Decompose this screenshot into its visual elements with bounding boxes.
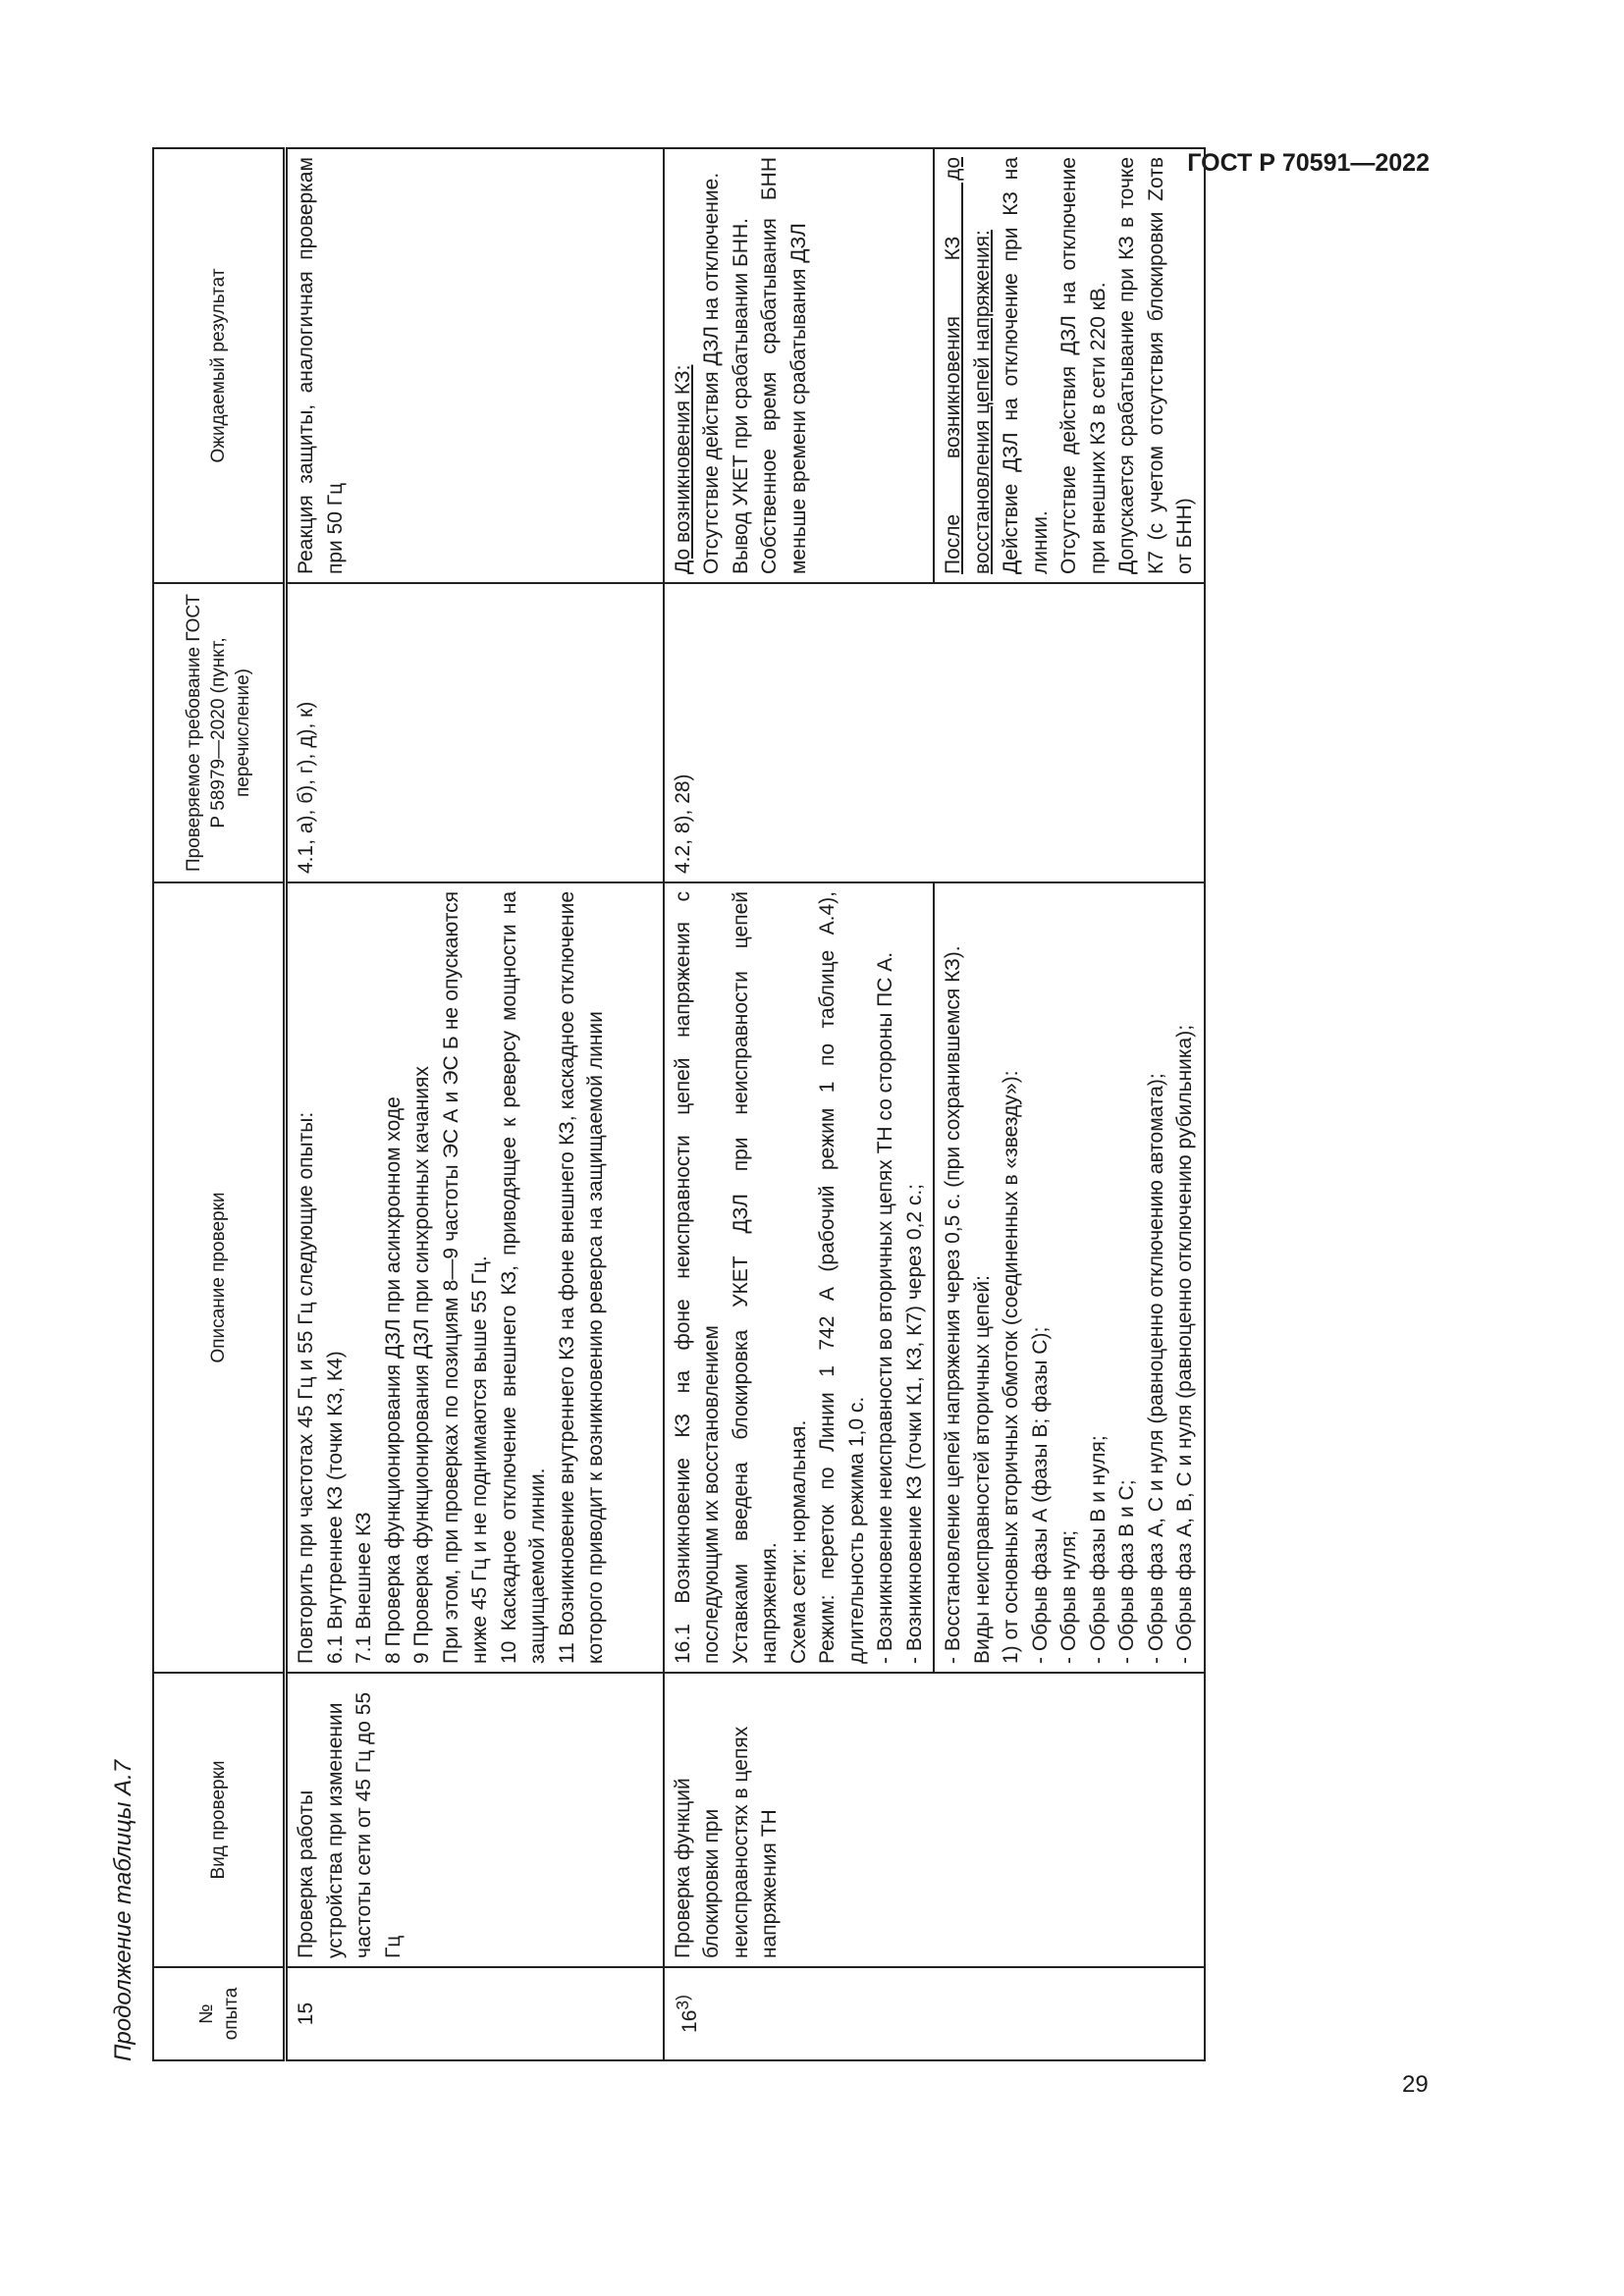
check-description <box>934 882 1205 1673</box>
desc-line: 11 Возникновение внутреннего КЗ на фоне внешнего КЗ, каскадное отключение которого приводит к возникновению реверса на защищаемой линии <box>555 891 607 1664</box>
result-line: Отсутствие действия ДЗЛ на отключение при внешних КЗ в сети 220 кВ. <box>1057 157 1110 574</box>
desc-line: 9 Проверка функционирования ДЗЛ при синхронных качаниях <box>410 1066 433 1664</box>
row-number: 15 <box>286 1967 664 2060</box>
desc-line: - Обрыв фаз А, В, С и нуля (равноценно отключению рубильника); <box>1173 1024 1196 1664</box>
desc-line: При этом, при проверках по позициям 8—9 частоты ЭС А и ЭС Б не опускаются ниже 45 Гц и не поднимаются выше 55 Гц. <box>439 891 491 1664</box>
col-header-req: Проверяемое требование ГОСТ Р 58979—2020 (пункт, перечисление) <box>153 583 286 882</box>
desc-line: Виды неисправностей вторичных цепей: <box>970 1275 994 1664</box>
result-line: Реакция защиты, аналогичная проверкам при 50 Гц <box>295 157 347 574</box>
result-line: Допускается срабатывание при КЗ в точке К7 (с учетом отсутствия блокировки Zотв от БНН) <box>1115 157 1196 574</box>
desc-line: 8 Проверка функционирования ДЗЛ при асинхронном ходе <box>381 1096 405 1664</box>
expected-result <box>286 148 664 583</box>
desc-line: Режим: переток по Линии 1 742 А (рабочий режим 1 по таблице А.4), длительность режима 1,0 с. <box>816 891 868 1664</box>
desc-line: 16.1 Возникновение КЗ на фоне неисправности цепей напряжения с последующим их восстановлением <box>671 891 723 1664</box>
col-header-desc: Описание проверки <box>153 882 286 1673</box>
test-table <box>152 147 1206 2061</box>
row-number-main: 16 <box>677 2009 701 2033</box>
result-line: Отсутствие действия ДЗЛ на отключение. <box>700 172 723 574</box>
expected-result-before <box>664 148 935 583</box>
rotated-table-area <box>98 137 1316 2081</box>
requirement-ref-cont <box>934 583 1205 882</box>
table-caption: Продолжение таблицы А.7 <box>110 1759 136 2061</box>
result-line: Вывод УКЕТ при срабатывании БНН. <box>729 218 752 574</box>
expected-result-after <box>934 148 1205 583</box>
col-header-result: Ожидаемый результат <box>153 148 286 583</box>
requirement-ref: 4.1, а), б), г), д), к) <box>286 583 664 882</box>
desc-line: - Возникновение КЗ (точки К1, К3, К7) через 0,2 с.; <box>902 1183 926 1664</box>
check-type-cont <box>934 1673 1205 1967</box>
desc-line: Уставками введена блокировка УКЕТ ДЗЛ при неисправности цепей напряжения. <box>729 891 781 1664</box>
result-subtitle: До возникновения КЗ: <box>671 364 694 574</box>
check-type: Проверка работы устройства при изменении частоты сети от 45 Гц до 55 Гц <box>286 1673 664 1967</box>
table-row <box>934 148 1205 2060</box>
desc-line: 7.1 Внешнее КЗ <box>352 1512 375 1664</box>
check-type: Проверка функций блокировки при неисправностях в цепях напряжения ТН <box>664 1673 935 1967</box>
desc-line: - Обрыв фазы В и нуля; <box>1086 1435 1110 1664</box>
desc-line: 10 Каскадное отключение внешнего КЗ, приводящее к реверсу мощности на защищаемой линии. <box>497 891 549 1664</box>
document-header: ГОСТ Р 70591—2022 <box>1187 149 1430 177</box>
desc-line: - Обрыв фаз А, С и нуля (равноценно отключению автомата); <box>1144 1073 1167 1664</box>
desc-line: 1) от основных вторичных обмоток (соединенных в «звезду»): <box>1000 1070 1022 1664</box>
row-number-cont <box>934 1967 1205 2060</box>
desc-line: 6.1 Внутреннее КЗ (точки К3, К4) <box>323 1351 347 1664</box>
requirement-ref: 4.2, 8), 28) <box>664 583 935 882</box>
col-header-num: № опыта <box>153 1967 286 2060</box>
header-row <box>153 148 286 2060</box>
col-header-type: Вид проверки <box>153 1673 286 1967</box>
desc-line: - Обрыв фаз В и С; <box>1115 1479 1138 1664</box>
footnote-mark: 3) <box>672 1995 692 2010</box>
check-description <box>286 882 664 1673</box>
row-number <box>664 1967 935 2060</box>
table-row <box>286 148 664 2060</box>
page-number: 29 <box>1402 2071 1429 2098</box>
result-line: Действие ДЗЛ на отключение при КЗ на линии. <box>1000 157 1052 574</box>
result-subtitle: После возникновения КЗ до восстановления цепей напряжения: <box>942 157 994 574</box>
desc-line: - Восстановление цепей напряжения через 0,5 с. (при сохранившемся КЗ). <box>942 945 964 1664</box>
check-description <box>664 882 935 1673</box>
desc-line: - Возникновение неисправности во вторичных цепях ТН со стороны ПС А. <box>874 951 896 1664</box>
desc-line: - Обрыв фазы А (фазы В; фазы С); <box>1028 1326 1052 1664</box>
table-row <box>664 148 935 2060</box>
desc-line: Повторить при частотах 45 Гц и 55 Гц следующие опыты: <box>295 1111 317 1664</box>
desc-line: Схема сети: нормальная. <box>786 1419 810 1664</box>
result-line: Собственное время срабатывания БНН меньше времени срабатывания ДЗЛ <box>758 157 810 574</box>
desc-line: - Обрыв нуля; <box>1057 1529 1080 1664</box>
